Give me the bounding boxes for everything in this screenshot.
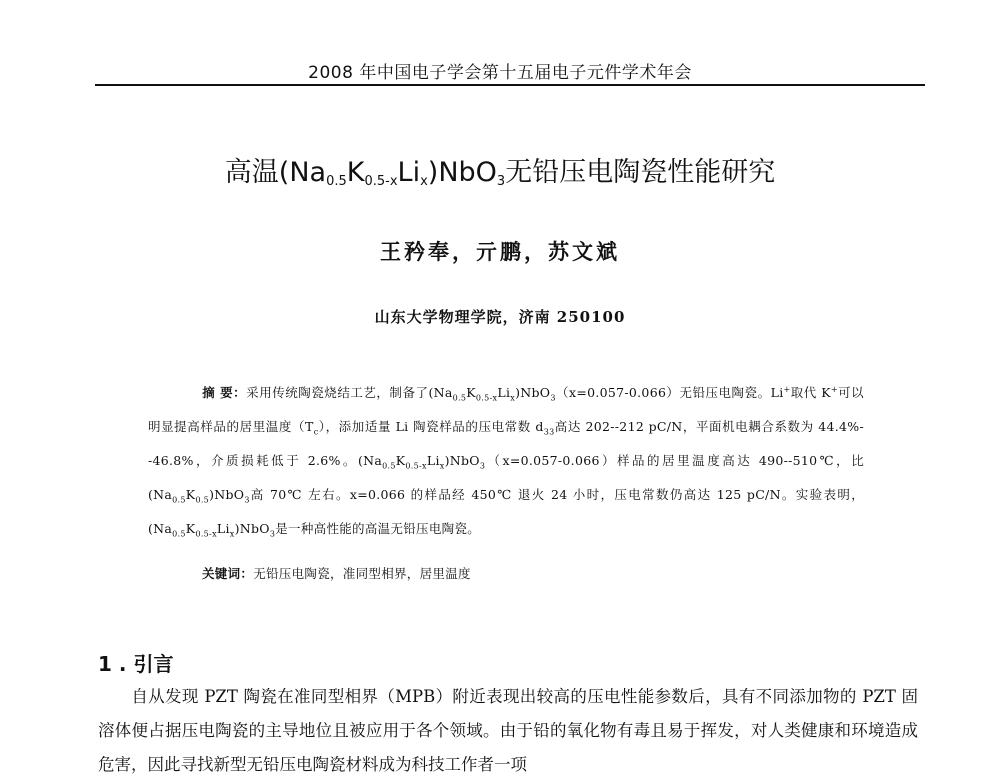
abstract-text: Li	[426, 453, 440, 469]
abstract-sub: 0.5-x	[195, 529, 217, 539]
title-part: )NbO	[427, 157, 497, 188]
abstract-text: ），添加适量 Li 陶瓷样品的压电常数 d	[318, 419, 544, 435]
paper-title	[0, 150, 1000, 189]
abstract-text: )NbO	[515, 385, 551, 401]
abstract-text: K	[185, 521, 196, 537]
abstract-text: 高达 202--212 pC/N，平面机电耦合系数为 44.4%--46.8%，介质损耗低于 2.6%。(Na	[148, 419, 864, 469]
abstract-sup: +	[830, 385, 838, 394]
title-part: Li	[397, 157, 421, 188]
abstract-text: )NbO	[444, 453, 480, 469]
abstract-text: 是一种高性能的高温无铅压电陶瓷。	[275, 521, 481, 537]
abstract-label: 摘 要：	[202, 385, 247, 401]
section-heading: 1 . 引言	[98, 652, 174, 676]
abstract-sub: 3	[550, 393, 556, 403]
title-rest: 无铅压电陶瓷性能研究	[505, 157, 776, 188]
title-prefix: 高温(Na	[224, 157, 327, 188]
title-sub: 3	[496, 174, 506, 189]
abstract-sub: 3	[269, 529, 276, 539]
abstract-text: )NbO	[209, 487, 245, 503]
abstract-text: 取代 K	[790, 385, 831, 401]
abstract-text: （x=0.057-0.066）无铅压电陶瓷。Li	[555, 385, 784, 401]
abstract-text: Li	[497, 385, 511, 401]
abstract-text: 可以明显提高样品的居里温度（T	[148, 385, 864, 435]
author-list: 王矜奉，亓鹏，苏文斌	[380, 239, 620, 264]
conference-header: 2008 年中国电子学会第十五届电子元件学术年会	[308, 63, 692, 83]
keywords-label: 关键词：	[202, 566, 254, 581]
section-paragraph	[98, 680, 918, 782]
abstract-sub: 0.5-x	[475, 393, 498, 403]
abstract-sub: c	[313, 427, 319, 437]
abstract-sub: 0.5-x	[405, 461, 427, 471]
abstract-sub: 3	[479, 461, 486, 471]
affiliation: 山东大学物理学院，济南 250100	[374, 308, 626, 326]
title-part: K	[346, 157, 365, 188]
abstract-sub: 3	[244, 495, 250, 505]
abstract-sup: +	[783, 385, 791, 394]
abstract-text: K	[395, 453, 406, 469]
abstract-sub: x	[229, 529, 235, 539]
paragraph-text: 自从发现 PZT 陶瓷在准同型相界（MPB）附近表现出较高的压电性能参数后，具有不同添加物的 PZT 固溶体便占据压电陶瓷的主导地位且被应用于各个领域。由于铅的氧化物有毒且易于挥发，对人类健康和环境造成危害，因此寻找新型无铅压电陶瓷材料成为科技工作者一项	[98, 687, 918, 774]
abstract-text: Li	[216, 521, 230, 537]
title-sub: x	[420, 174, 428, 189]
abstract-text: 采用传统陶瓷烧结工艺，制备了(Na	[246, 385, 453, 401]
abstract	[148, 376, 864, 549]
abstract-text: （x=0.057-0.066）样品的居里温度高达 490--510℃，比(Na	[148, 453, 864, 503]
keywords-text: 无铅压电陶瓷，准同型相界，居里温度	[253, 566, 471, 581]
keywords	[202, 564, 862, 582]
abstract-sub: x	[439, 461, 445, 471]
abstract-text: 高 70℃ 左右。x=0.066 的样品经 450℃ 退火 24 小时，压电常数仍高达 125 pC/N。实验表明，(Na	[148, 487, 864, 537]
abstract-sub: x	[510, 393, 516, 403]
title-sub: 0.5	[326, 174, 347, 189]
abstract-sub: 33	[543, 427, 555, 437]
abstract-sub: 0.5	[195, 495, 210, 505]
abstract-sub: 0.5	[172, 529, 186, 539]
abstract-sub: 0.5	[172, 495, 186, 505]
abstract-sub: 0.5	[452, 393, 467, 403]
abstract-text: K	[466, 385, 476, 401]
abstract-sub: 0.5	[382, 461, 396, 471]
abstract-text: K	[185, 487, 196, 503]
abstract-text: )NbO	[234, 521, 270, 537]
title-sub: 0.5-x	[364, 174, 398, 189]
header-rule	[95, 84, 925, 86]
